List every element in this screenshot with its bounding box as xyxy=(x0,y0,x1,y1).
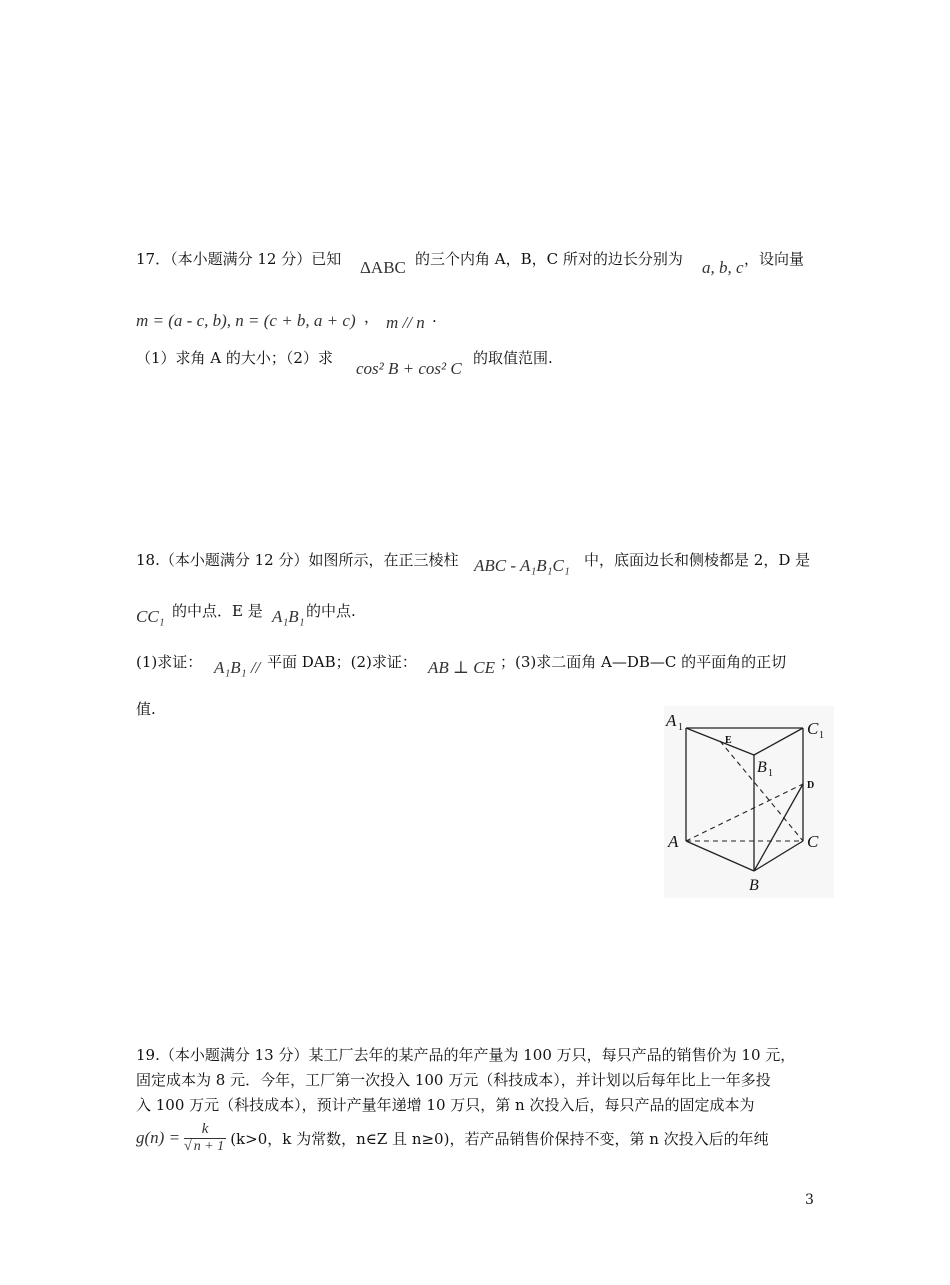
q18-proof1-post: 平面 DAB；(2)求证： xyxy=(267,653,417,671)
q19-fraction-numerator: k xyxy=(184,1121,226,1139)
q18-mid2: 的中点．E 是 xyxy=(172,602,263,620)
q17-triangle: ΔABC xyxy=(360,258,406,277)
q17-comma: ， xyxy=(364,308,380,326)
q17-period: . xyxy=(432,308,437,326)
q17-expression: cos² B + cos² C xyxy=(356,359,462,378)
label-c1-sub: 1 xyxy=(819,730,824,741)
q17-vectors: m = (a - c, b), n = (c + b, a + c) xyxy=(136,311,356,330)
q17-intro: 17．（本小题满分 12 分）已知 xyxy=(136,250,342,268)
q18-proof3: ；(3)求二面角 A—DB—C 的平面角的正切 xyxy=(500,653,787,671)
q19-sqrt-radicand: n + 1 xyxy=(193,1139,225,1154)
label-c: C xyxy=(807,832,819,851)
q17-part2: 的取值范围. xyxy=(473,349,553,367)
label-a: A xyxy=(668,832,679,851)
label-b1-sub: 1 xyxy=(768,768,773,779)
q19-g-lhs: g(n) = xyxy=(136,1128,181,1147)
q18-intro: 18.（本小题满分 12 分）如图所示，在正三棱柱 xyxy=(136,551,459,569)
q17-end: ，设向量 xyxy=(744,250,805,268)
q18-proof1-expr: A₁B₁ // xyxy=(214,658,261,677)
q18-proof1-pre: (1)求证： xyxy=(136,653,203,671)
q17-mid: 的三个内角 A，B，C 所对的边长分别为 xyxy=(415,250,683,268)
q18-last-line: 值. xyxy=(136,700,156,718)
q19-line4 xyxy=(136,1118,769,1158)
q18-mid3: 的中点. xyxy=(306,602,356,620)
q18-mid: 中，底面边长和侧棱都是 2，D 是 xyxy=(584,551,811,569)
label-c1: C xyxy=(807,719,819,738)
page-number: 3 xyxy=(805,1192,814,1208)
q18-cc1: CC₁ xyxy=(136,607,165,626)
q19-fraction-denominator: √ n + 1 xyxy=(184,1139,225,1154)
label-b: B xyxy=(749,877,759,894)
label-b1: B xyxy=(757,759,767,776)
q17-parallel: m // n xyxy=(386,313,425,332)
prism-figure xyxy=(664,706,834,898)
q19-line3: 入 100 万元（科技成本），预计产量年递增 10 万只，第 n 次投入后，每只产品的固定成本为 xyxy=(136,1096,755,1114)
q17-sides: a, b, c xyxy=(702,258,744,277)
label-d: D xyxy=(807,780,815,791)
q18-prism: ABC - A₁B₁C₁ xyxy=(474,556,570,575)
q19-line1: 19.（本小题满分 13 分）某工厂去年的某产品的年产量为 100 万只，每只产品的销售价为 10 元， xyxy=(136,1046,796,1064)
q18-perpendicular: AB ⊥ CE xyxy=(428,658,495,677)
label-a1-sub: 1 xyxy=(678,722,683,733)
label-e: E xyxy=(725,735,732,746)
q19-line2: 固定成本为 8 元．今年，工厂第一次投入 100 万元（科技成本），并计划以后每年比上一年多投 xyxy=(136,1071,771,1089)
q17-part1: （1）求角 A 的大小；（2）求 xyxy=(136,349,333,367)
q18-a1b1: A₁B₁ xyxy=(272,607,305,626)
q19-line4-rest: (k>0，k 为常数，n∈Z 且 n≥0)，若产品销售价保持不变，第 n 次投入后的年纯 xyxy=(230,1129,769,1148)
q19-fraction xyxy=(184,1121,226,1155)
label-a1: A xyxy=(666,711,677,730)
